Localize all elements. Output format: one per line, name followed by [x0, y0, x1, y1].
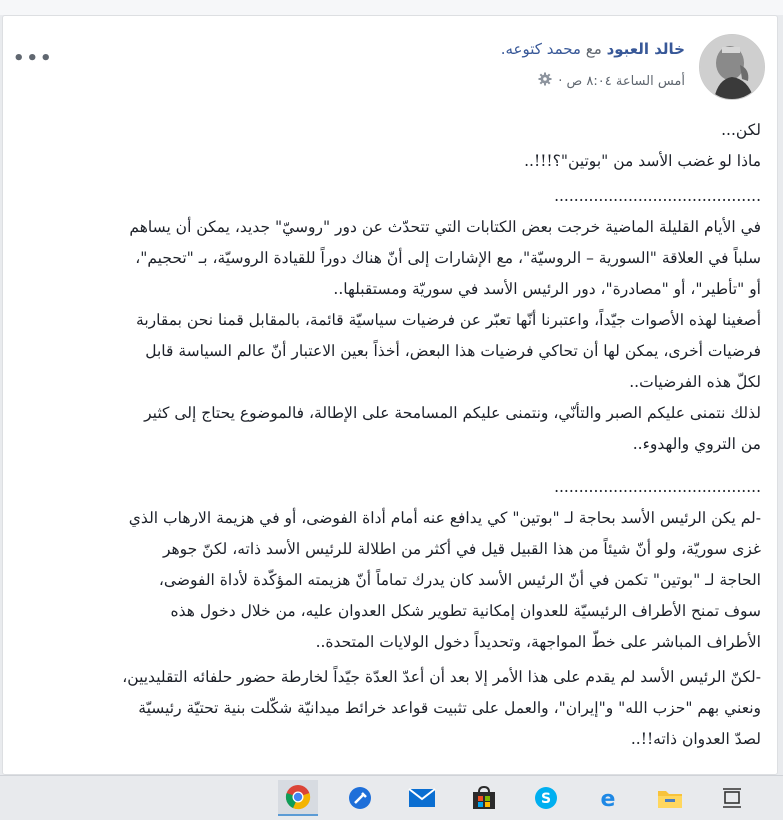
avatar-photo [700, 35, 764, 99]
tagged-user-link[interactable]: محمد كتوعه. [500, 40, 581, 58]
text-line: الأطراف المباشر على خطّ المواجهة، وتحديداً دخول الولايات المتحدة.. [315, 633, 761, 651]
text-line: ماذا لو غضب الأسد من "بوتين"؟!!!.. [524, 152, 761, 170]
text-line: لذلك نتمنى عليكم الصبر والتأنّي، ونتمنى عليكم المسامحة على الإطالة، فالموضوع يحتاج إلى كثير [144, 404, 761, 422]
text-line: لكن... [721, 121, 761, 139]
timestamp-link[interactable]: أمس الساعة ٨:٠٤ ص · [558, 73, 685, 89]
text-line: من التروي والهدوء.. [632, 435, 761, 453]
with-label: مع [585, 40, 602, 58]
text-line: -لم يكن الرئيس الأسد بحاجة لـ "بوتين" كي يدافع عنه أمام أداة الفوضى، أو في هزيمة الارهاب الذي [128, 509, 761, 527]
text-line: في الأيام القليلة الماضية خرجت بعض الكتابات التي تتحدّث عن دور "روسيّ" جديد، يمكن أن يساهم [129, 218, 761, 236]
text-line: غزى سوريّة، ولو أنّ شيئاً من هذا القبيل قيل في أكثر من اطلالة للرئيس الأسد ذاته، لكنّ جوهر [162, 540, 761, 558]
text-line: ونعني بهم "حزب الله" و"إيران"، والعمل على تثبيت قواعد خرائط ميدانيّة شكّلت بنية تحتيّة رئيسيّة [138, 699, 761, 717]
post-header [65, 34, 765, 114]
text-line: فرضيات أخرى، يمكن لها أن تحاكي فرضيات هذا البعض، أخذاً بعين الاعتبار أنّ عالم السياسة قابل [145, 342, 761, 360]
post-text [11, 115, 761, 755]
text-line: -لكنّ الرئيس الأسد لم يقدم على هذا الأمر إلا بعد أن أعدّ العدّة جيّداً لخارطة حضور حلفائه التقليديين، [122, 668, 761, 686]
text-line: سلباً في العلاقة "السورية – الروسيّة"، مع الإشارات إلى أنّ هناك دوراً للقيادة الروسيّة، بـ "تحجيم"، [135, 249, 761, 267]
svg-text:e: e [600, 787, 616, 811]
edge-icon[interactable] [588, 780, 628, 816]
svg-text:S: S [540, 791, 552, 807]
store-icon[interactable] [464, 780, 504, 816]
privacy-gear-icon[interactable] [538, 72, 552, 90]
separator-line: .......................................... [554, 478, 761, 496]
post-meta [538, 72, 685, 90]
author-line [501, 40, 685, 58]
top-strip [0, 0, 783, 15]
chrome-icon[interactable] [278, 780, 318, 816]
feedback-hub-icon[interactable] [340, 780, 380, 816]
text-line: لكلّ هذه الفرضيات.. [629, 373, 761, 391]
text-line: سوف تمنح الأطراف الرئيسيّة للعدوان إمكانية تطوير شكل العدوان عليه، من خلال دخول هذه [170, 602, 761, 620]
avatar[interactable] [699, 34, 765, 100]
text-line: أو "تأطير"، أو "مصادرة"، دور الرئيس الأسد في سوريّة ومستقبلها.. [333, 280, 761, 298]
author-name-link[interactable]: خالد العبود [606, 40, 685, 58]
skype-icon[interactable] [526, 780, 566, 816]
text-line: لصدّ العدوان ذاته!!.. [630, 730, 761, 748]
task-view-icon[interactable] [712, 780, 752, 816]
text-line: أصغينا لهذه الأصوات جيّداً، واعتبرنا أنّها تعبّر عن فرضيات سياسيّة قائمة، بالمقابل قمنا نحن بمقاربة [136, 311, 761, 329]
post-options-button[interactable]: ••• [13, 48, 54, 69]
file-explorer-icon[interactable] [650, 780, 690, 816]
mail-icon[interactable] [402, 780, 442, 816]
windows-taskbar [0, 775, 783, 820]
text-line: الحاجة لـ "بوتين" تكمن في أنّ الرئيس الأسد كان يدرك تماماً أنّ هزيمته المؤكّدة لأداة الفوضى، [158, 571, 761, 589]
separator-line: .......................................... [554, 187, 761, 205]
